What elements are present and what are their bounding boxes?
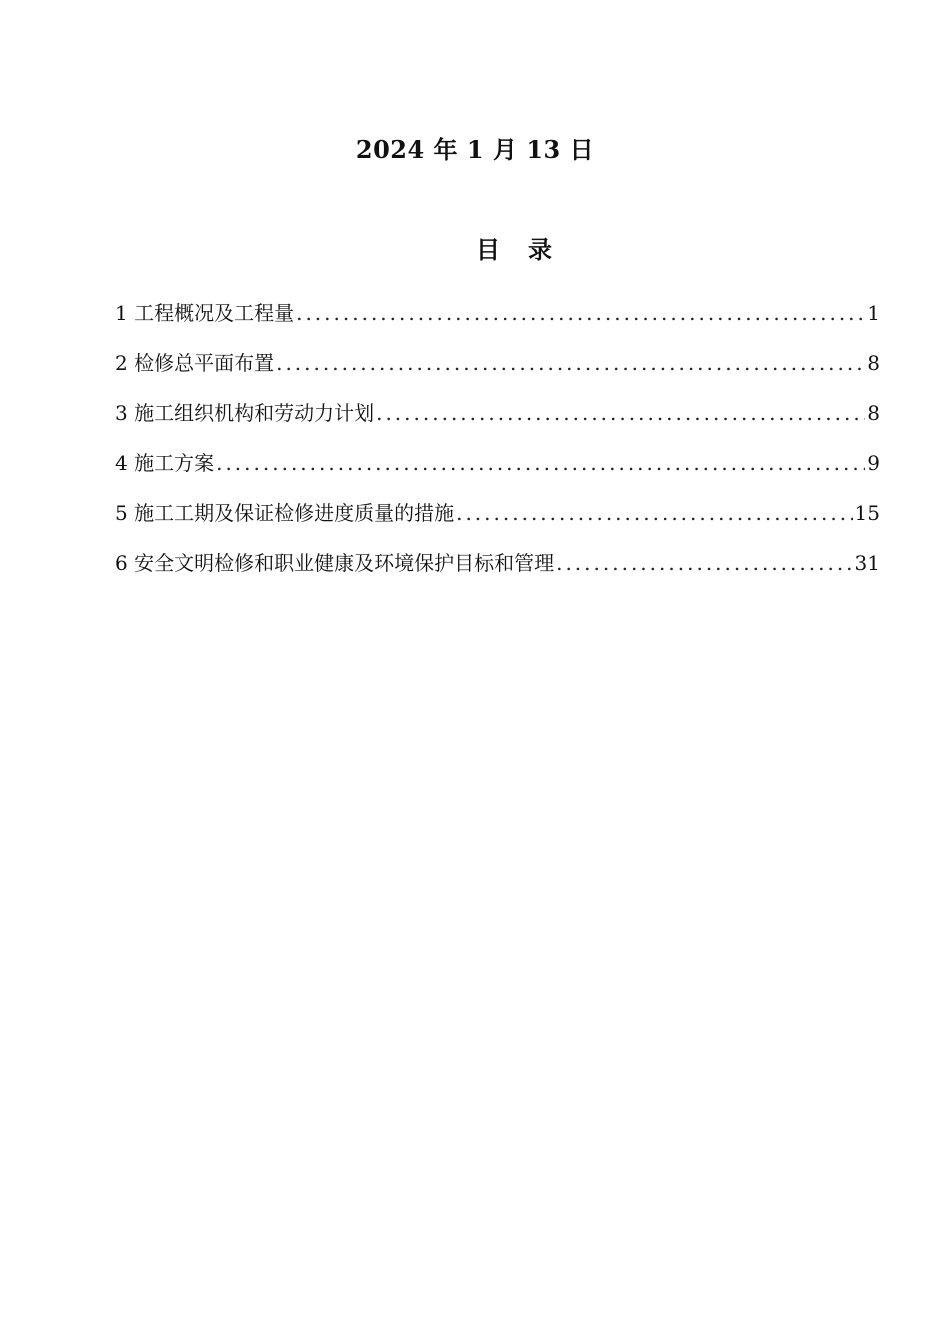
toc-entry-label: 1 工程概况及工程量	[115, 301, 295, 325]
toc-entry[interactable]	[115, 296, 880, 346]
toc-entry-label: 5 施工工期及保证检修进度质量的措施	[115, 501, 455, 525]
toc-dot-leader	[556, 546, 852, 580]
toc-entry-label: 3 施工组织机构和劳动力计划	[115, 401, 375, 425]
toc-entry-label: 2 检修总平面布置	[115, 351, 275, 375]
toc-entry-page: 8	[867, 401, 880, 425]
toc-title: 目录	[476, 235, 580, 264]
toc-entry-page: 15	[854, 501, 880, 525]
toc-entry[interactable]	[115, 546, 880, 596]
toc-dot-leader	[276, 346, 865, 380]
toc-entry[interactable]	[115, 396, 880, 446]
toc-entry-page: 9	[867, 451, 880, 475]
toc-dot-leader	[296, 296, 865, 330]
document-date: 2024 年 1 月 13 日	[355, 135, 595, 164]
toc-entry-page: 1	[867, 301, 880, 325]
toc-dot-leader	[216, 446, 865, 480]
toc-entry[interactable]	[115, 446, 880, 496]
table-of-contents	[115, 296, 880, 596]
toc-entry[interactable]	[115, 496, 880, 546]
toc-dot-leader	[456, 496, 852, 530]
toc-entry-page: 31	[854, 551, 880, 575]
toc-entry[interactable]	[115, 346, 880, 396]
toc-entry-page: 8	[867, 351, 880, 375]
toc-dot-leader	[376, 396, 865, 430]
toc-entry-label: 6 安全文明检修和职业健康及环境保护目标和管理	[115, 551, 555, 575]
toc-entry-label: 4 施工方案	[115, 451, 215, 475]
